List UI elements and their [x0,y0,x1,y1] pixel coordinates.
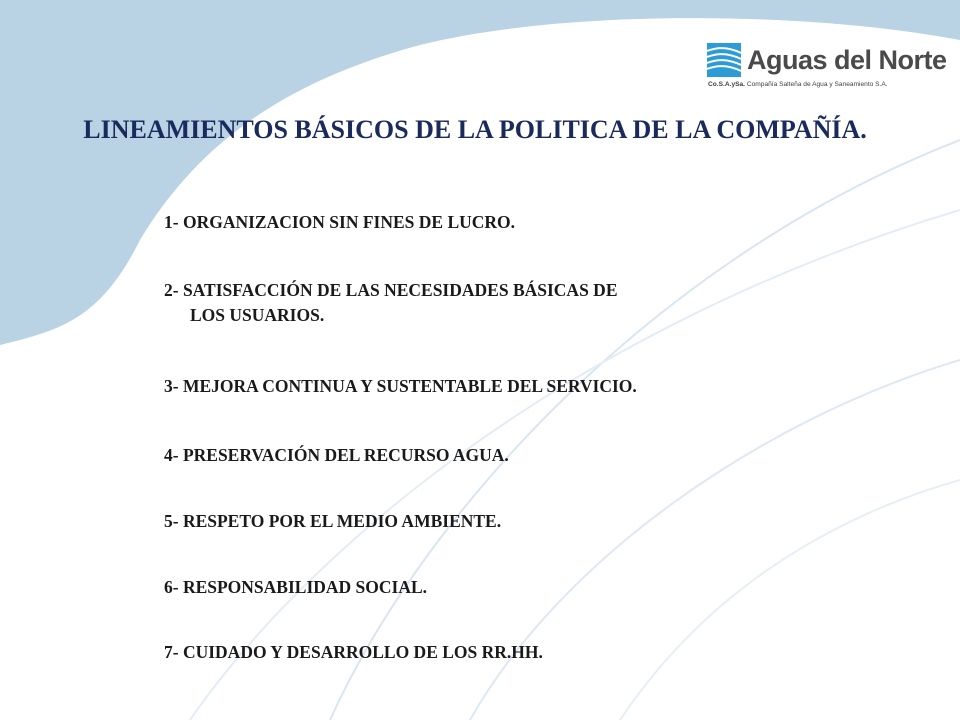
list-item-text: 7- CUIDADO Y DESARROLLO DE LOS RR.HH. [164,642,543,662]
logo-wave-icon [707,43,741,77]
logo-tagline-abbr: Co.S.A.ySa. [708,81,746,88]
list-item [164,376,637,397]
list-item [164,445,509,466]
logo-name: Aguas del Norte [747,45,947,75]
list-item-text: 5- RESPETO POR EL MEDIO AMBIENTE. [164,511,502,531]
list-item-text: 3- MEJORA CONTINUA Y SUSTENTABLE DEL SERVICIO. [164,376,637,396]
list-item [164,511,501,532]
wave-line-3 [470,360,960,720]
list-item [164,280,618,326]
list-item-text: 4- PRESERVACIÓN DEL RECURSO AGUA. [164,445,509,465]
list-item [164,642,543,663]
company-logo [707,43,947,95]
list-item-text: 2- SATISFACCIÓN DE LAS NECESIDADES BÁSICAS DE [164,280,618,300]
list-item [164,577,427,598]
list-item-text: 1- ORGANIZACION SIN FINES DE LUCRO. [164,212,516,232]
slide-title: LINEAMIENTOS BÁSICOS DE LA POLITICA DE LA COMPAÑÍA. [83,115,867,144]
list-item [164,212,515,233]
wave-line-4 [620,480,960,720]
list-item-text: 6- RESPONSABILIDAD SOCIAL. [164,577,428,597]
logo-tagline [708,81,888,88]
logo-tagline-text: Compañía Salteña de Agua y Saneamiento S.A. [746,81,888,88]
list-item-continuation: LOS USUARIOS. [190,305,325,325]
